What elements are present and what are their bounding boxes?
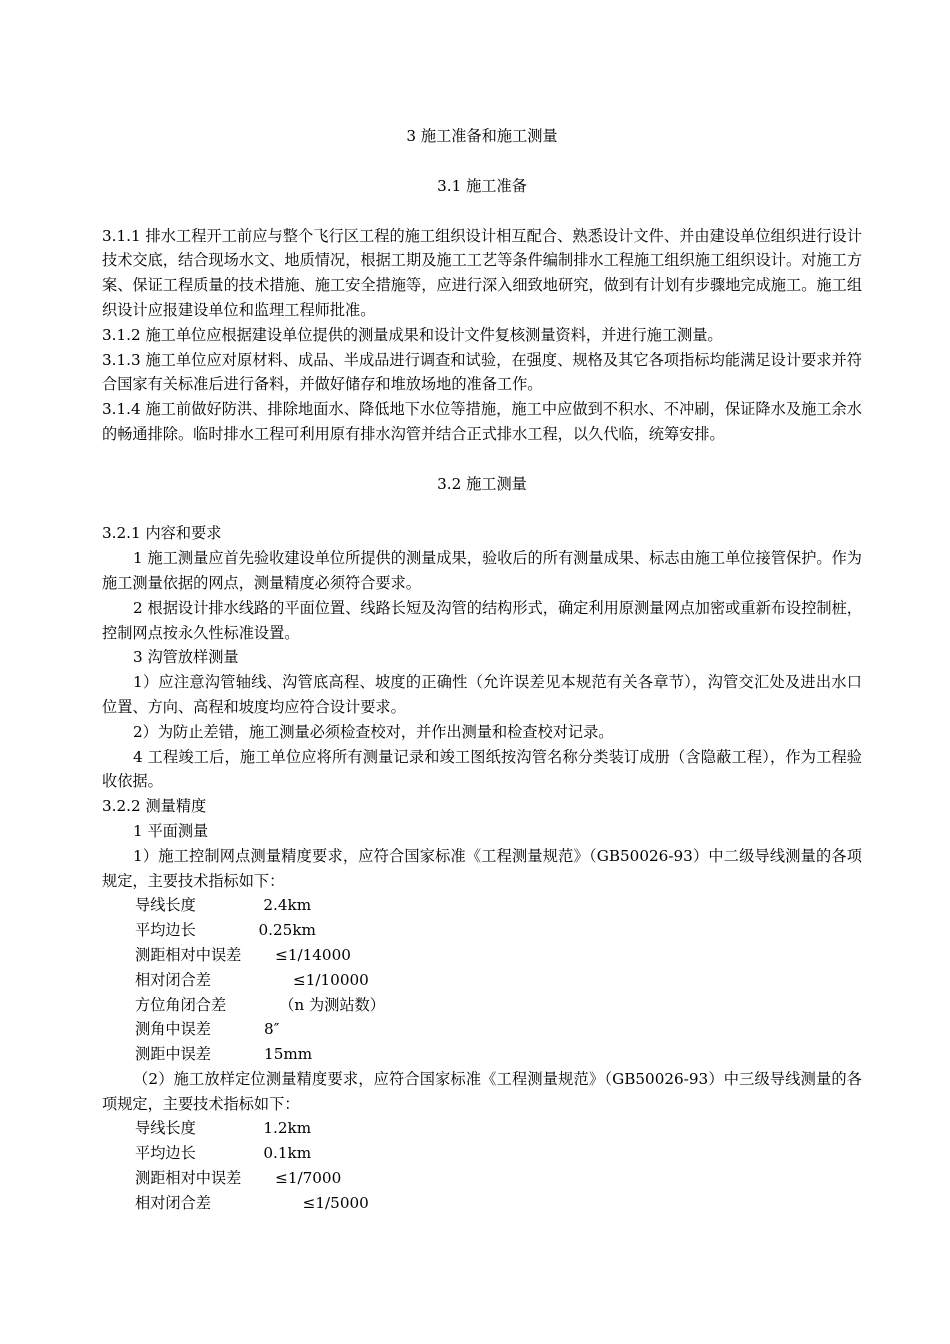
- spec-row: 平均边长 0.1km: [135, 1144, 312, 1163]
- spec-row: 测距中误差 15mm: [135, 1045, 313, 1064]
- item-3-2-2-1: 1 平面测量: [133, 821, 209, 840]
- item-3-2-1-4: 4 工程竣工后，施工单位应将所有测量记录和竣工图纸按沟管名称分类装订成册（含隐蔽工程），作为工程验收依据。: [102, 747, 862, 791]
- spec-row: 导线长度 1.2km: [135, 1119, 312, 1138]
- spec-row: 平均边长 0.25km: [135, 921, 316, 940]
- item-3-2-1-1: 1 施工测量应首先验收建设单位所提供的测量成果，验收后的所有测量成果、标志由施工单位接管保护。作为施工测量依据的网点，测量精度必须符合要求。: [102, 549, 862, 592]
- subsection-title-3-2-1: 3.2.1 内容和要求: [102, 524, 222, 543]
- spec-row: 测距相对中误差 ≤1/14000: [135, 945, 351, 964]
- subsection-title-3-2-2: 3.2.2 测量精度: [102, 797, 207, 816]
- spec-row: 方位角闭合差 （n 为测站数）: [135, 995, 385, 1014]
- paragraph-3-1-2: 3.1.2 施工单位应根据建设单位提供的测量成果和设计文件复核测量资料，并进行施工测量。: [102, 325, 723, 344]
- item-3-2-2-1-1: 1）施工控制网点测量精度要求，应符合国家标准《工程测量规范》（GB50026-93）中二级导线测量的各项规定，主要技术指标如下：: [102, 846, 862, 890]
- item-3-2-1-3-2: 2）为防止差错，施工测量必须检查校对，并作出测量和检查校对记录。: [133, 722, 614, 741]
- paragraph-3-1-3: 3.1.3 施工单位应对原材料、成品、半成品进行调查和试验，在强度、规格及其它各项指标均能满足设计要求并符合国家有关标准后进行备料，并做好储存和堆放场地的准备工作。: [102, 350, 862, 394]
- spec-row: 导线长度 2.4km: [135, 896, 312, 915]
- section-title-3-2: 3.2 施工测量: [437, 474, 527, 493]
- document-page: [102, 124, 862, 1216]
- spec-row: 相对闭合差 ≤1/5000: [135, 1193, 369, 1212]
- chapter-title: 3 施工准备和施工测量: [406, 127, 558, 145]
- paragraph-3-1-1: 3.1.1 排水工程开工前应与整个飞行区工程的施工组织设计相互配合、熟悉设计文件、并由建设单位组织进行设计技术交底，结合现场水文、地质情况，根据工期及施工工艺等条件编制排水工程施工组织施工组织设计。对施工方案、保证工程质量的技术措施、施工安全措施等，应进行深入细致地研究，做到有计划有步骤地完成施工。施工组织设计应报建设单位和监理工程师批准。: [102, 226, 862, 319]
- item-3-2-1-3-1: 1）应注意沟管轴线、沟管底高程、坡度的正确性（允许误差见本规范有关各章节），沟管交汇处及进出水口位置、方向、高程和坡度均应符合设计要求。: [102, 673, 862, 716]
- spec-list-level-3: [102, 1116, 862, 1215]
- spec-row: 测距相对中误差 ≤1/7000: [135, 1169, 342, 1188]
- item-3-2-1-3: 3 沟管放样测量: [133, 648, 239, 667]
- section-title-3-1: 3.1 施工准备: [437, 176, 527, 195]
- spacer: [102, 447, 862, 472]
- paragraph-3-1-4: 3.1.4 施工前做好防洪、排除地面水、降低地下水位等措施，施工中应做到不积水、不冲刷，保证降水及施工余水的畅通排除。临时排水工程可利用原有排水沟管并结合正式排水工程，以久代临，统筹安排。: [102, 400, 862, 443]
- spec-row: 相对闭合差 ≤1/10000: [135, 970, 369, 989]
- item-3-2-1-2: 2 根据设计排水线路的平面位置、线路长短及沟管的结构形式，确定利用原测量网点加密或重新布设控制桩，控制网点按永久性标准设置。: [102, 598, 862, 642]
- spec-list-level-2: [102, 893, 862, 1067]
- item-3-2-2-1-2: （2）施工放样定位测量精度要求，应符合国家标准《工程测量规范》（GB50026-93）中三级导线测量的各项规定，主要技术指标如下：: [102, 1069, 862, 1113]
- spec-row: 测角中误差 8″: [135, 1020, 280, 1039]
